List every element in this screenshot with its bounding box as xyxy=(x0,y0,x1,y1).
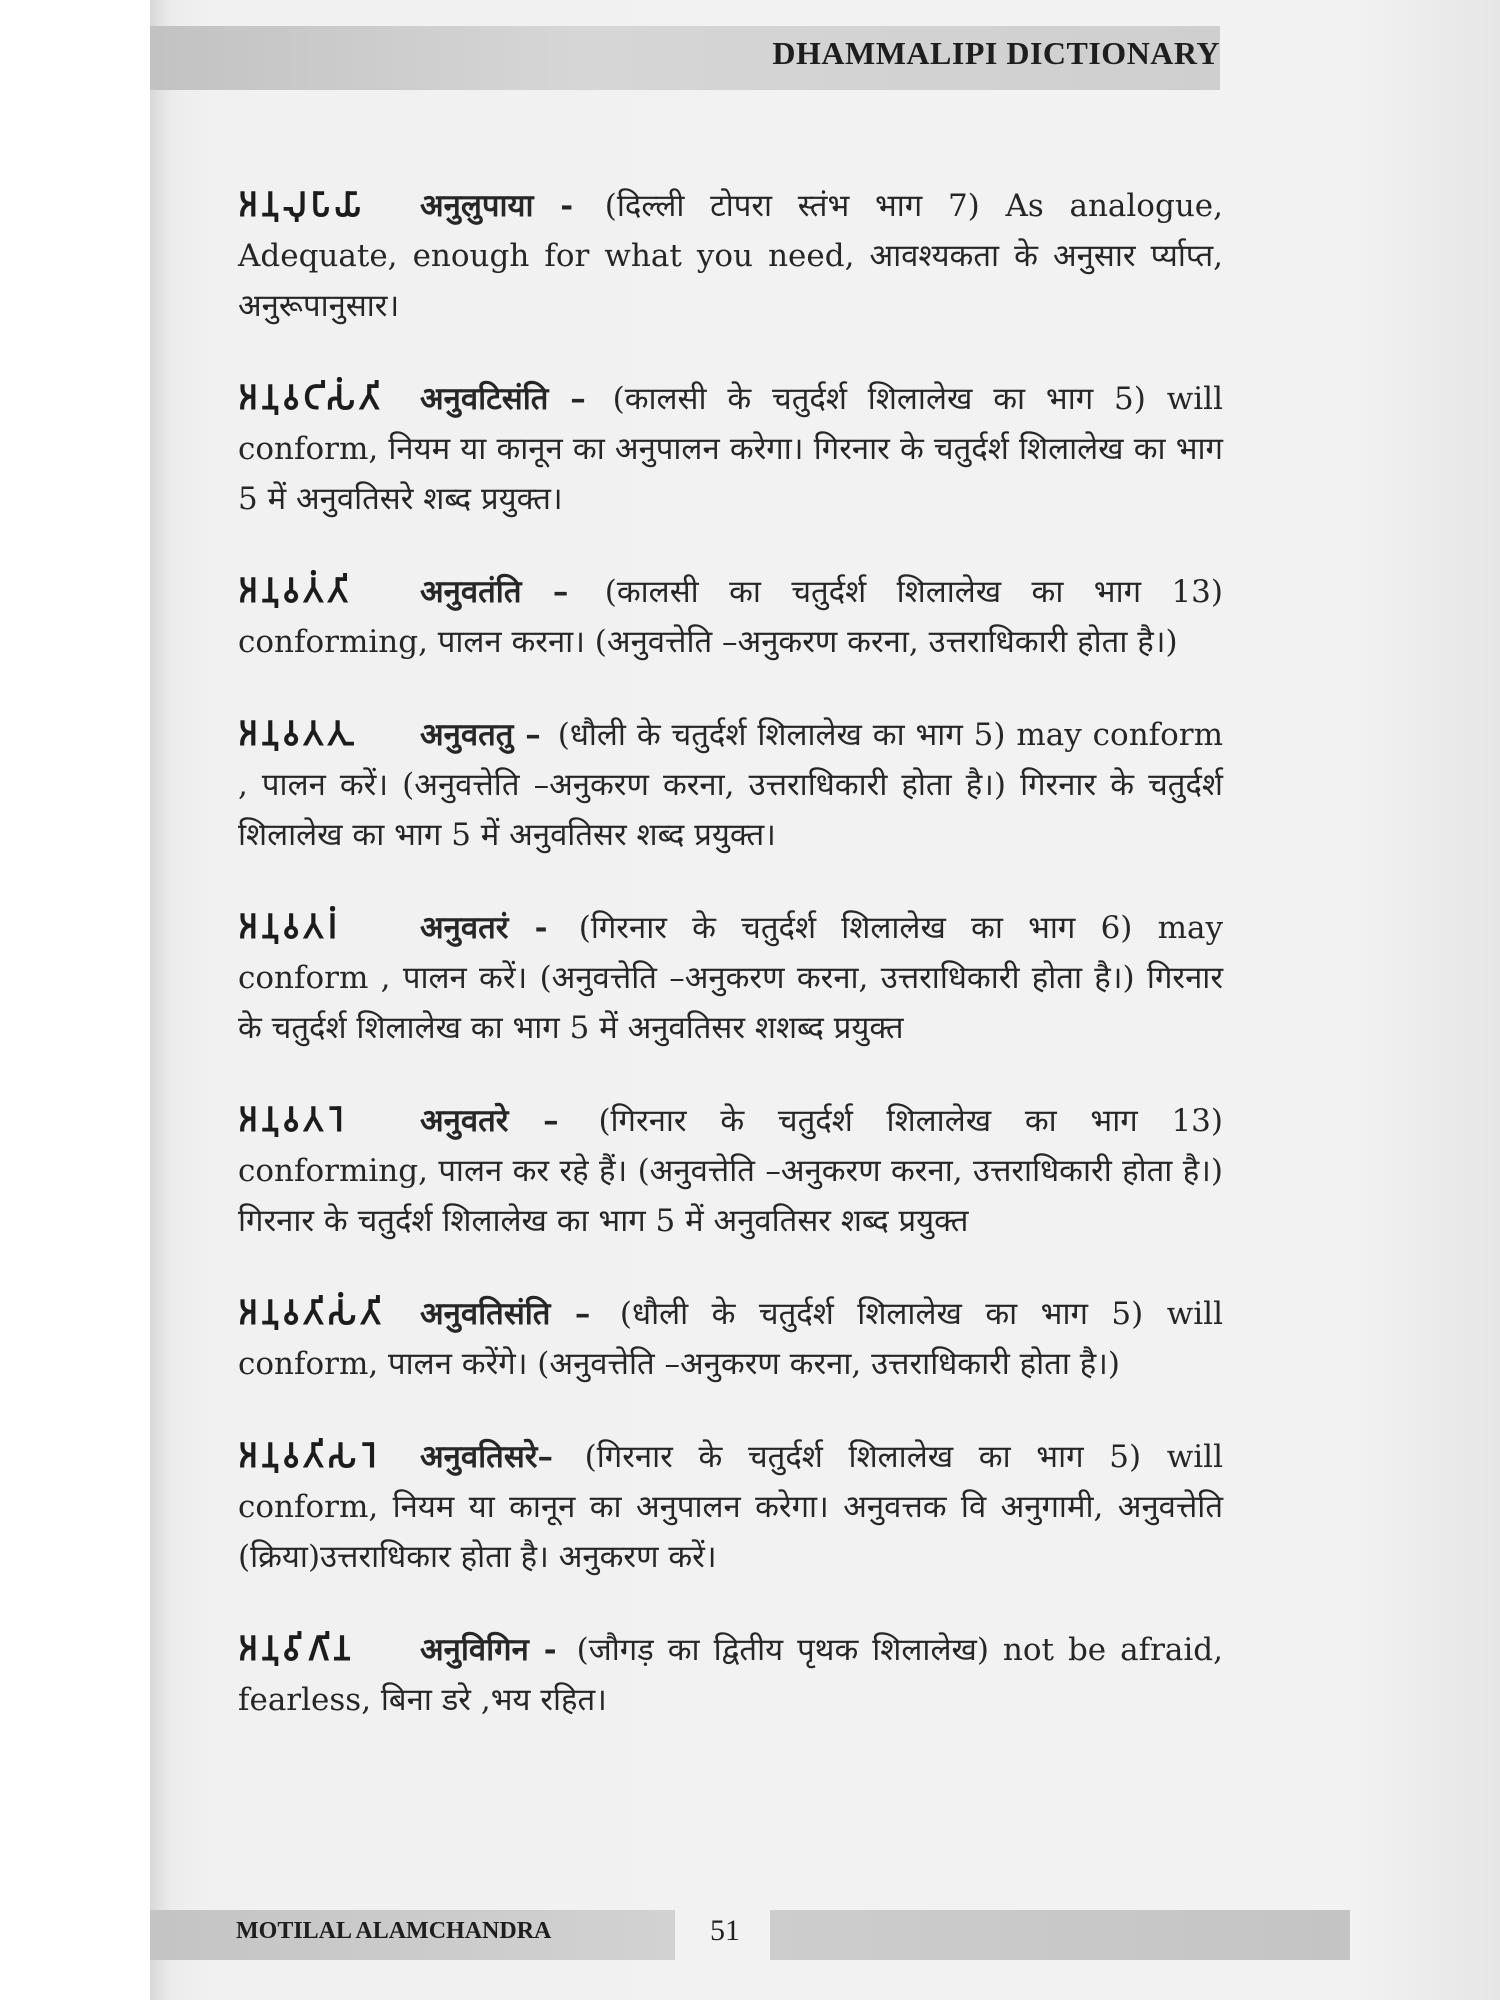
dictionary-entry xyxy=(238,1624,1223,1725)
headword: अनुवतंति – xyxy=(420,574,569,610)
headword: अनुवततु – xyxy=(420,717,541,753)
brahmi-headword: 𑀅𑀦𑀼𑀮𑀼𑀧𑀸𑀬𑀸 xyxy=(238,185,365,225)
definition: (कालसी का चतुर्दर्श शिलालेख का भाग 13) conforming, पालन करना। (अनुवत्तेति –अनुकरण करना, उत्तराधिकारी होता है।) xyxy=(238,574,1223,660)
definition: (गिरनार के चतुर्दर्श शिलालेख का भाग 6) may conform , पालन करें। (अनुवत्तेति –अनुकरण करना, उत्तराधिकारी होता है।) गिरनार के चतुर्दर्श शिलालेख का भाग 5 में अनुवतिसर शशब्द प्रयुक्त xyxy=(238,910,1223,1046)
dictionary-entry xyxy=(238,180,1223,331)
brahmi-headword: 𑀅𑀦𑀼𑀯𑀢𑀭𑁂 xyxy=(238,1100,348,1140)
headword: अनुवटिसंति – xyxy=(420,381,586,417)
definition: (धौली के चतुर्दर्श शिलालेख का भाग 5) will conform, पालन करेंगे। (अनुवत्तेति –अनुकरण करना, उत्तराधिकारी होता है।) xyxy=(238,1296,1223,1382)
brahmi-headword: 𑀅𑀦𑀼𑀯𑀺𑀕𑀺𑀦 xyxy=(238,1629,355,1669)
dictionary-entry xyxy=(238,1431,1223,1582)
definition: (गिरनार के चतुर्दर्श शिलालेख का भाग 5) will conform, नियम या कानून का अनुपालन करेगा। अनुवत्तक वि अनुगामी, अनुवत्तेति (क्रिया)उत्तराधिकार होता है। अनुकरण करें। xyxy=(238,1439,1224,1575)
footer-band-right xyxy=(770,1910,1350,1960)
dictionary-entry xyxy=(238,1095,1223,1246)
page-gutter xyxy=(0,0,150,2000)
brahmi-headword: 𑀅𑀦𑀼𑀯𑀢𑀁𑀢𑀺 xyxy=(238,571,352,611)
definition: (दिल्ली टोपरा स्तंभ भाग 7) As analogue, Adequate, enough for what you need, आवश्यकता के अनुसार र्प्याप्त, अनुरूपानुसार। xyxy=(238,188,1223,324)
brahmi-headword: 𑀅𑀦𑀼𑀯𑀝𑀺𑀲𑀁𑀢𑀺 xyxy=(238,378,383,418)
page-number: 51 xyxy=(710,1914,740,1947)
brahmi-headword: 𑀅𑀦𑀼𑀯𑀢𑀺𑀲𑀁𑀢𑀺 xyxy=(238,1293,385,1333)
headword: अनुवतरं - xyxy=(420,910,548,946)
footer-author: MOTILAL ALAMCHANDRA xyxy=(236,1918,552,1944)
dictionary-entry xyxy=(238,709,1223,860)
headword: अनुविगिन - xyxy=(420,1632,557,1668)
running-header-title: DHAMMALIPI DICTIONARY xyxy=(772,35,1220,71)
headword: अनुवतिसरे– xyxy=(420,1439,553,1475)
definition: (गिरनार के चतुर्दर्श शिलालेख का भाग 13) conforming, पालन कर रहे हैं। (अनुवत्तेति –अनुकरण करना, उत्तराधिकारी होता है।) गिरनार के चतुर्दर्श शिलालेख का भाग 5 में अनुवतिसर शब्द प्रयुक्त xyxy=(238,1103,1223,1239)
brahmi-headword: 𑀅𑀦𑀼𑀯𑀢𑀢𑀼 xyxy=(238,714,352,754)
dictionary-entries xyxy=(238,180,1223,1767)
definition: (जौगड़ का द्वितीय पृथक शिलालेख) not be afraid, fearless, बिना डरे ,भय रहित। xyxy=(238,1632,1223,1718)
definition: (धौली के चतुर्दर्श शिलालेख का भाग 5) may conform , पालन करें। (अनुवत्तेति –अनुकरण करना, उत्तराधिकारी होता है।) गिरनार के चतुर्दर्श शिलालेख का भाग 5 में अनुवतिसर शब्द प्रयुक्त। xyxy=(238,717,1224,853)
dictionary-entry xyxy=(238,566,1223,667)
headword: अनुवतरे – xyxy=(420,1103,559,1139)
dictionary-entry xyxy=(238,902,1223,1053)
headword: अनुवतिसंति – xyxy=(420,1296,591,1332)
definition: (कालसी के चतुर्दर्श शिलालेख का भाग 5) will conform, नियम या कानून का अनुपालन करेगा। गिरनार के चतुर्दर्श शिलालेख का भाग 5 में अनुवतिसरे शब्द प्रयुक्त। xyxy=(238,381,1223,517)
dictionary-entry xyxy=(238,1288,1223,1389)
brahmi-headword: 𑀅𑀦𑀼𑀯𑀢𑀭𑀁 xyxy=(238,907,342,947)
headword: अनुलुपाया - xyxy=(420,188,574,224)
dictionary-entry xyxy=(238,373,1223,524)
brahmi-headword: 𑀅𑀦𑀼𑀯𑀢𑀺𑀲𑀭𑁂 xyxy=(238,1436,381,1476)
